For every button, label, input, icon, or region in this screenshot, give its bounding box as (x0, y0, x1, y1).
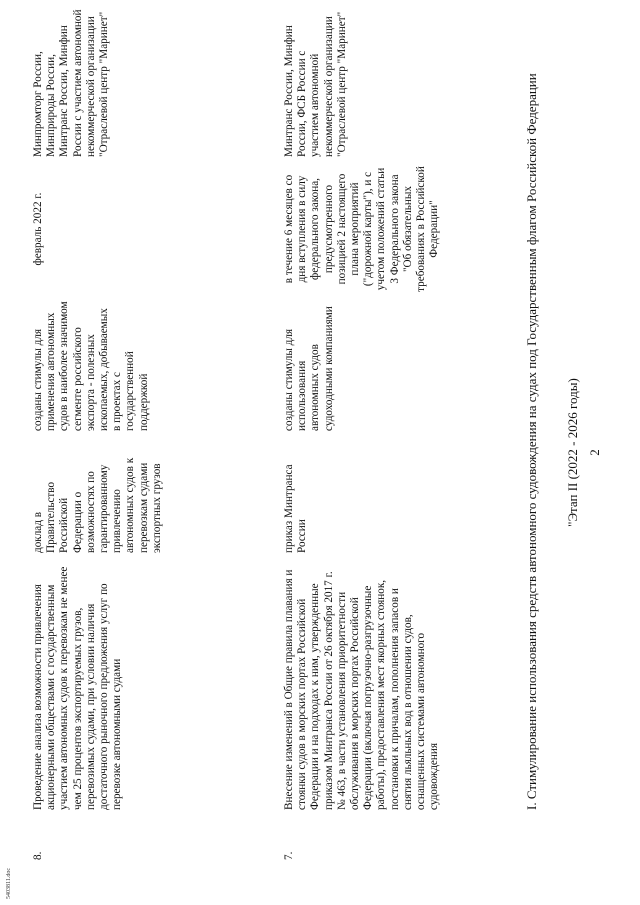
row-document: доклад в Правительство Российской Федерации о возможностях по гарантированному привлечению автономных судов к перевозкам судами экспортных грузов (32, 457, 163, 553)
stage-title: "Этап II (2022 - 2026 годы) (565, 378, 580, 527)
row-term: февраль 2022 г. (32, 192, 44, 266)
row-action: Проведение анализа возможности привлечения акционерными обществами с государственным участием автономных судов к перевозкам не менее чем 25 процентов экспортируемых грузов, перевозимых судами, при условии наличия достаточного рыночного предложения услуг по перевозке автономными судами (32, 566, 124, 810)
page-number: 2 (587, 449, 602, 456)
row-term: в течение 6 месяцев со дня вступления в силу федерального закона, предусмотренного позицией 2 настоящего плана мероприятий ("дорожной карты"), и с учетом положений статьи 3 Федерального закона "Об обязательных требованиях в Российской Федерации" (283, 166, 441, 292)
table-row (32, 0, 272, 905)
row-executors: Минпромторг России, Минприроды России, Минтранс России, Минфин России с участием автономной некоммерческой организации "Отраслевой центр "Маринет" (32, 9, 111, 157)
row-number: 8. (32, 851, 44, 860)
row-number: 7. (283, 851, 295, 860)
section-title: I. Стимулирование использования средств автономного судовождения на судах под Государственным флагом Российской Федерации (524, 73, 539, 810)
row-action: Внесение изменений в Общие правила плавания и стоянки судов в морских портах Российской Федерации и на подходах к ним, утвержденные приказом Минтранса России от 26 октября 2017 г. № 463, в части установления приоритетности обслуживания в морских портах Российской Федерации (включая погрузочно-разгрузочные работы), предоставления мест якорных стоянок, постановки к причалам, пополнения запасов и снятия льяльных вод в отношении судов, оснащенных системами автономного судовождения (283, 569, 441, 810)
row-executors: Минтранс России, Минфин России, ФСБ России с участием автономной некоммерческой организации "Отраслевой центр "Маринет" (283, 11, 348, 157)
row-document: приказ Минтранса России (283, 464, 309, 553)
row-result: созданы стимулы для использования автономных судов судоходными компаниями (283, 306, 335, 431)
table-row (283, 0, 523, 905)
footer-code: 5403811.doc (6, 868, 12, 899)
row-result: созданы стимулы для применения автономных судов в наиболее значимом сегменте российского экспорта - полезных ископаемых, добываемых в проектах с государственной поддержкой (32, 301, 150, 431)
